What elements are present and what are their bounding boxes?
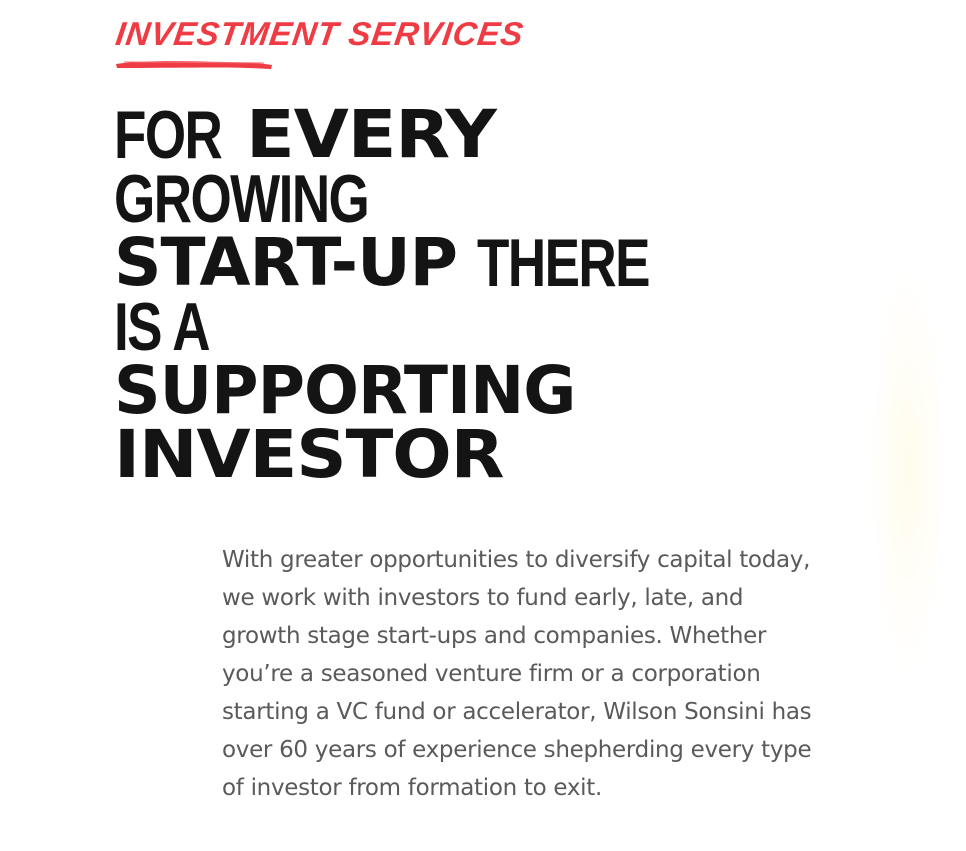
section-eyebrow: INVESTMENT SERVICES [113, 15, 527, 52]
headline-word-is-a: IS A [114, 289, 209, 365]
headline-line-2 [114, 161, 814, 237]
headline-line-1 [114, 96, 814, 173]
section-body-text: With greater opportunities to diversify capital today, we work with investors to fund early, late, and growth stage start-ups and companies. Whether you’re a seasoned venture firm or a corporation starting a VC fund or accelerator, Wilson Sonsini has over 60 years of experience shepherding every type of investor from formation to exit. [222, 547, 812, 801]
headline-line-3 [114, 224, 814, 301]
headline-word-for: FOR [114, 97, 222, 173]
headline-line-5 [114, 352, 814, 429]
headline-word-investor: INVESTOR [114, 416, 504, 493]
headline-word-start-up: START-UP [114, 224, 458, 301]
brush-underline-decoration [114, 56, 274, 72]
headline-line-4 [114, 289, 814, 365]
headline-word-supporting: SUPPORTING [114, 352, 576, 429]
headline-word-every: EVERY [245, 96, 496, 173]
headline [114, 96, 814, 493]
headline-word-there: THERE [477, 225, 650, 301]
headline-word-growing: GROWING [114, 161, 369, 237]
headline-line-6 [114, 416, 814, 493]
background-glow-decoration [868, 260, 948, 680]
